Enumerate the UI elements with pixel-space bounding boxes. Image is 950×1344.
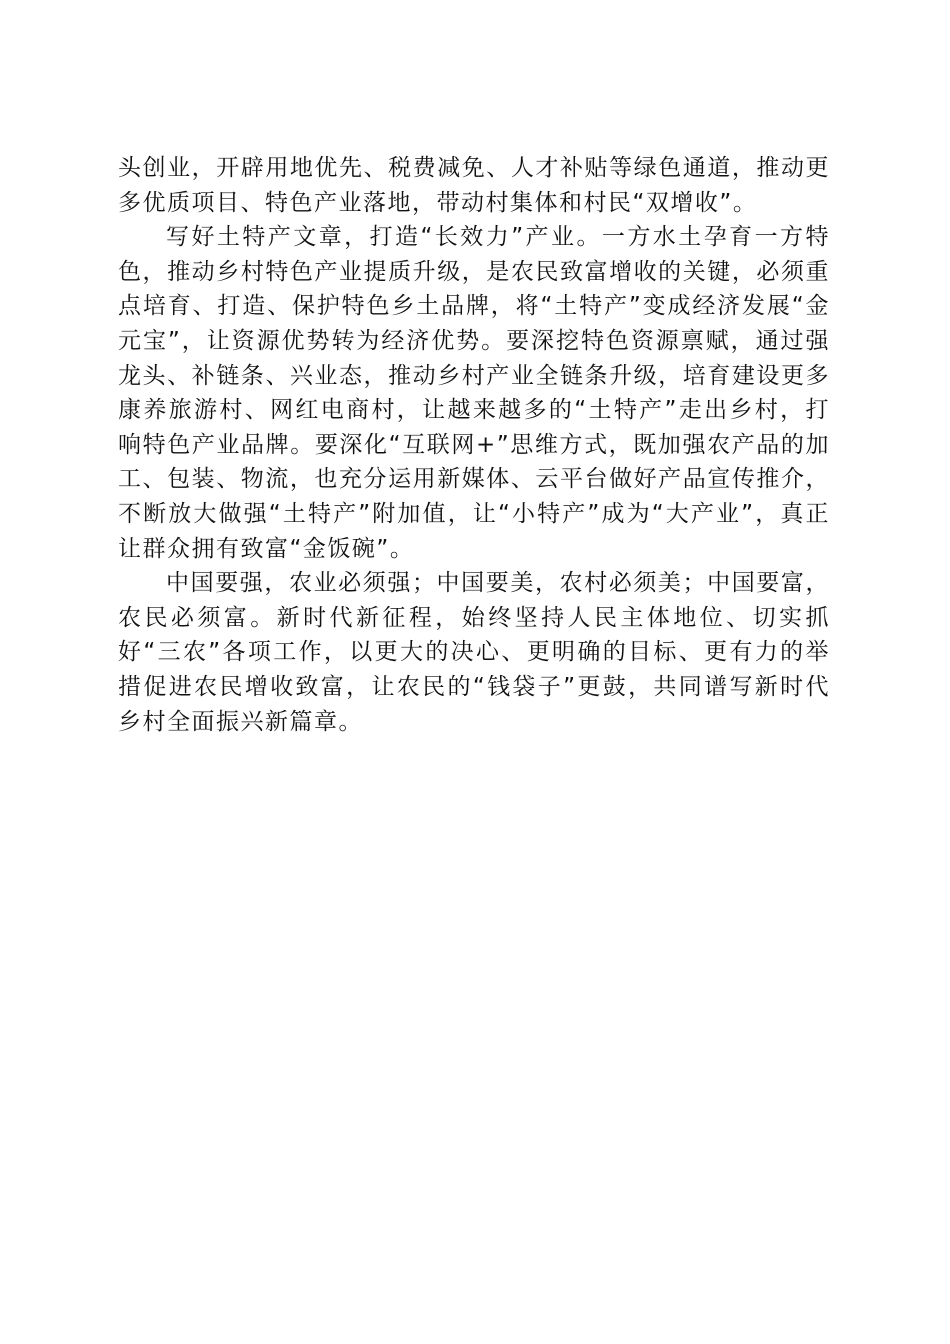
paragraph-conclusion: 中国要强，农业必须强；中国要美，农村必须美；中国要富，农民必须富。新时代新征程，始终坚持人民主体地位、切实抓好“三农”各项工作，以更大的决心、更明确的目标、更有力的举措促进农民增收致富，让农民的“钱袋子”更鼓，共同谱写新时代乡村全面振兴新篇章。 — [118, 570, 830, 735]
paragraph-local-specialty: 写好土特产文章，打造“长效力”产业。一方水土孕育一方特色，推动乡村特色产业提质升级，是农民致富增收的关键，必须重点培育、打造、保护特色乡土品牌，将“土特产”变成经济发展“金元宝”，让资源优势转为经济优势。要深挖特色资源禀赋，通过强龙头、补链条、兴业态，推动乡村产业全链条升级，培育建设更多康养旅游村、网红电商村，让越来越多的“土特产”走出乡村，打响特色产业品牌。要深化“互联网+”思维方式，既加强农产品的加工、包装、物流，也充分运用新媒体、云平台做好产品宣传推介，不断放大做强“土特产”附加值，让“小特产”成为“大产业”，真正让群众拥有致富“金饭碗”。 — [118, 224, 830, 562]
paragraph-continuation: 头创业，开辟用地优先、税费减免、人才补贴等绿色通道，推动更多优质项目、特色产业落地，带动村集体和村民“双增收”。 — [118, 155, 830, 216]
document-page — [118, 151, 830, 739]
